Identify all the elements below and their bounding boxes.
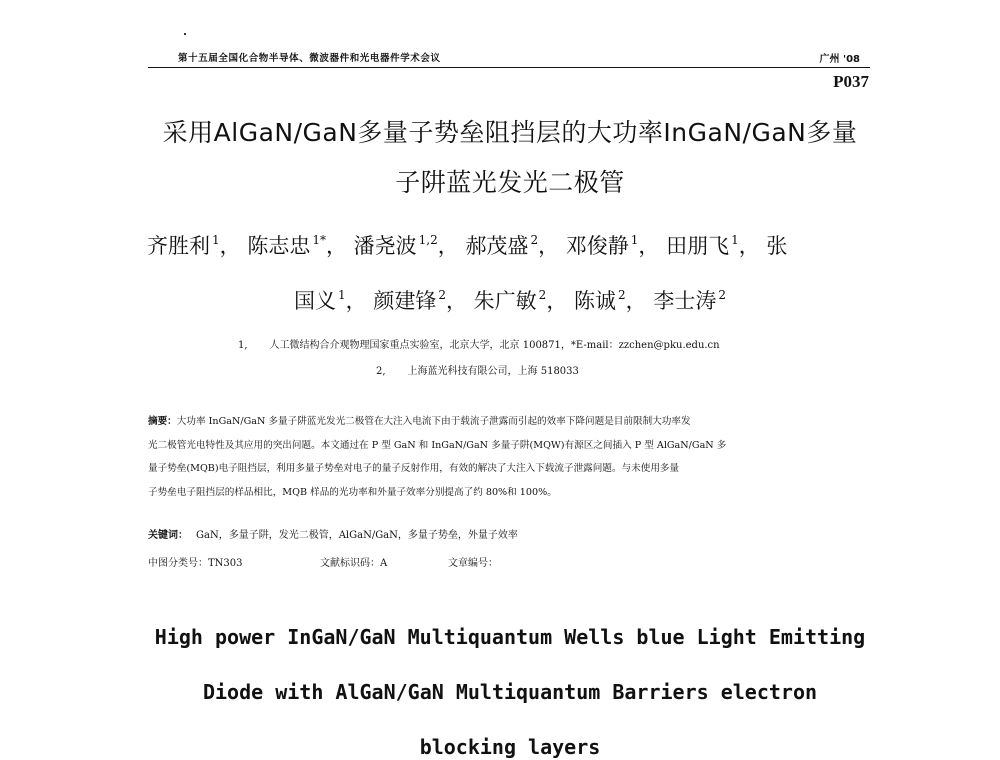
separator: ， <box>219 234 241 258</box>
affiliation-text: 上海蓝光科技有限公司，上海 518033 <box>407 366 579 377</box>
keywords-text: GaN，多量子阱，发光二极管，AlGaN/GaN，多量子势垒，外量子效率 <box>196 530 518 541</box>
separator: ， <box>445 289 467 313</box>
author <box>354 234 438 258</box>
author-name: 邓俊静 <box>565 234 629 258</box>
conference-name: 第十五届全国化合物半导体、微波器件和光电器件学术会议 <box>178 53 441 64</box>
author-affil-mark: 2 <box>538 288 547 302</box>
author-name: 齐胜利 <box>147 234 210 258</box>
document-code: 文献标识码：A <box>320 558 388 569</box>
abstract-line <box>148 410 868 434</box>
separator: ， <box>345 289 367 313</box>
title-cn-line2: 子阱蓝光发光二极管 <box>395 168 625 197</box>
separator: ， <box>538 234 560 258</box>
author <box>373 289 446 313</box>
title-en-line3: blocking layers <box>419 735 601 759</box>
author-affil-mark: 1 <box>212 233 220 247</box>
author <box>666 234 739 258</box>
author <box>653 289 726 313</box>
author-affil-mark: 2 <box>718 288 726 302</box>
authors-line2 <box>140 285 880 315</box>
author <box>566 234 639 258</box>
keywords <box>148 526 518 541</box>
author <box>147 234 220 258</box>
author-name: 颜建锋 <box>373 289 437 313</box>
keywords-label: 关键词： <box>148 530 188 541</box>
separator: ， <box>546 289 568 313</box>
author-affil-mark: 1* <box>312 233 326 247</box>
author-name: 李士涛 <box>653 289 717 313</box>
author-affil-mark: 2 <box>618 288 626 302</box>
abstract-label: 摘要： <box>148 416 177 427</box>
scan-artifact-dot <box>184 33 186 35</box>
author-affil-mark: 2 <box>438 288 446 302</box>
abstract-line: 量子势垒(MQB)电子阻挡层，利用多量子势垒对电子的量子反射作用，有效的解决了大注入下载流子泄露问题。与未使用多量 <box>148 463 680 474</box>
running-header <box>148 50 870 66</box>
author-name: 田朋飞 <box>666 234 730 258</box>
author-affil-mark: 1 <box>630 233 639 247</box>
author-name: 郝茂盛 <box>465 234 529 258</box>
author <box>574 289 626 313</box>
clc-number: 中图分类号：TN303 <box>148 558 243 569</box>
title-cn-line1: 采用AlGaN/GaN多量子势垒阻挡层的大功率InGaN/GaN多量 <box>162 118 858 147</box>
author-name: 张 <box>766 234 788 258</box>
separator: ， <box>638 234 660 258</box>
affiliation-text: 人工微结构合介观物理国家重点实验室，北京大学，北京 100871，*E-mail：zzchen@pku.edu.cn <box>269 340 720 351</box>
author-name: 潘尧波 <box>353 234 417 258</box>
author-affil-mark: 1,2 <box>418 233 438 247</box>
header-rule <box>148 67 870 68</box>
author <box>766 234 787 258</box>
author-name: 国义 <box>294 289 337 313</box>
separator: ， <box>625 289 647 313</box>
abstract-line: 子势垒电子阻挡层的样品相比，MQB 样品的光功率和外量子效率分别提高了约 80%和 100%。 <box>148 486 557 498</box>
affiliation-number: 1, <box>238 340 248 351</box>
affiliation-number: 2, <box>376 366 386 377</box>
separator: ， <box>738 234 760 258</box>
separator: ， <box>325 234 347 258</box>
affiliation-1 <box>238 336 720 351</box>
author <box>474 289 547 313</box>
author <box>294 289 346 313</box>
location-year: 广州 '08 <box>819 54 860 65</box>
abstract <box>148 410 868 504</box>
author-name: 陈志忠 <box>247 234 311 258</box>
author <box>247 234 326 258</box>
affiliation-2 <box>376 362 579 377</box>
author-name: 朱广敏 <box>473 289 537 313</box>
author-affil-mark: 2 <box>530 233 539 247</box>
author <box>465 234 538 258</box>
article-number: 文章编号： <box>448 558 498 569</box>
abstract-text: 大功率 InGaN/GaN 多量子阱蓝光发光二极管在大注入电流下由于载流子泄露而引起的效率下降问题是目前限制大功率发 <box>176 416 691 427</box>
separator: ， <box>437 234 459 258</box>
title-en-line2: Diode with AlGaN/GaN Multiquantum Barriers electron <box>202 680 818 704</box>
author-affil-mark: 1 <box>731 233 739 247</box>
paper-id: P037 <box>833 72 869 91</box>
classification-line <box>148 554 498 569</box>
abstract-line: 光二极管光电特性及其应用的突出问题。本文通过在 P 型 GaN 和 InGaN/GaN 多量子阱(MQW)有源区之间插入 P 型 AlGaN/GaN 多 <box>148 439 727 451</box>
title-en-line1: High power InGaN/GaN Multiquantum Wells blue Light Emitting <box>154 625 866 649</box>
authors-line1 <box>147 230 887 260</box>
author-affil-mark: 1 <box>338 288 346 302</box>
author-name: 陈诚 <box>574 289 616 313</box>
